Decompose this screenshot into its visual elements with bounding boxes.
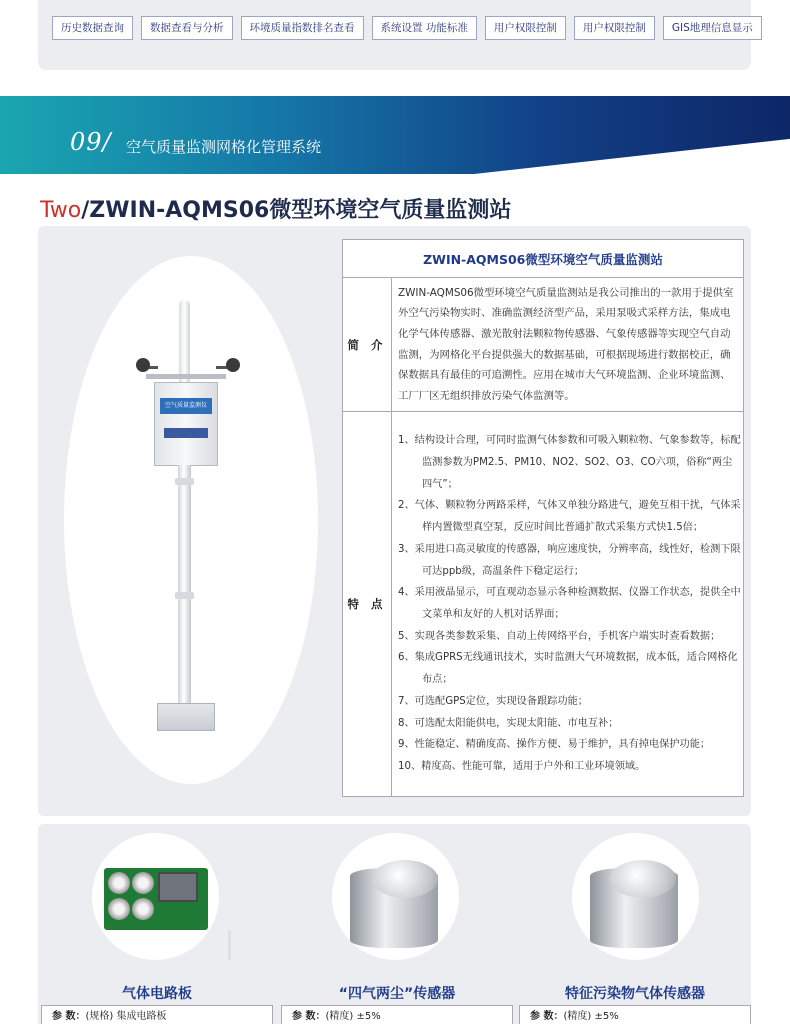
nav-user-permission-button[interactable]: 用户权限控制: [485, 16, 566, 40]
station-mast: [179, 300, 190, 382]
spec-table: [342, 239, 744, 797]
pcb-sensor-icon: [108, 872, 130, 894]
sensor-name: “四气两尘”传感器: [338, 986, 456, 1002]
heading-accent: Two: [40, 198, 82, 223]
nav-panel: [38, 0, 751, 70]
spec-features-list: [392, 412, 744, 797]
pole-joint: [175, 478, 194, 485]
nav-user-permission-button-2[interactable]: 用户权限控制: [574, 16, 655, 40]
feature-item: 1、结构设计合理，可同时监测气体参数和可吸入颗粒物、气象参数等，标配监测参数为PM2.5、PM10、NO2、SO2、O3、CO六项，俗称“两尘四气”；: [398, 435, 741, 490]
nav-row: [52, 16, 762, 40]
banner-number: 09/: [70, 128, 112, 156]
heading-title: /ZWIN-AQMS06微型环境空气质量监测站: [81, 198, 512, 223]
spec-intro-row: [343, 278, 744, 412]
sensor-param-key: 参 数：: [530, 1011, 564, 1022]
feature-item: 3、采用进口高灵敏度的传感器，响应速度快，分辨率高，线性好，检测下限可达ppb级，高温条件下稳定运行；: [398, 543, 741, 577]
sensor-param-key: 参 数：: [292, 1011, 326, 1022]
pcb-sensor-icon: [108, 898, 130, 920]
nav-data-analysis-button[interactable]: 数据查看与分析: [141, 16, 233, 40]
nav-system-settings-button[interactable]: 系统设置 功能标准: [372, 16, 477, 40]
sensor-name: 特征污染物气体传感器: [565, 986, 705, 1002]
station-box-caption: 空气质量监测仪: [164, 402, 207, 409]
sensor-can-top: [372, 860, 438, 898]
product-heading: [40, 193, 511, 224]
sensor-param: [281, 1005, 513, 1024]
station-base: [157, 703, 215, 731]
nav-history-query-button[interactable]: 历史数据查询: [52, 16, 133, 40]
feature-item: 8、可选配太阳能供电，实现太阳能、市电互补；: [398, 717, 619, 729]
section-banner: [0, 96, 790, 174]
pcb-module-icon: [158, 872, 198, 902]
spec-features-label: 特 点: [343, 412, 392, 797]
nav-quality-ranking-button[interactable]: 环境质量指数排名查看: [241, 16, 364, 40]
sensor-param-key: 参 数：: [52, 1011, 86, 1022]
station-pole: [178, 465, 191, 705]
nav-gis-button[interactable]: GIS地理信息显示: [663, 16, 762, 40]
spec-features-row: [343, 412, 744, 797]
sensor-param: [41, 1005, 273, 1024]
feature-item: 10、精度高、性能可靠，适用于户外和工业环境领域。: [398, 760, 646, 772]
pcb-sensor-icon: [132, 872, 154, 894]
station-enclosure: [154, 382, 218, 466]
sensor-param: [519, 1005, 751, 1024]
sensor-can-top: [610, 860, 676, 898]
sensor-param-value: (规格) 集成电路板: [85, 1011, 167, 1022]
feature-item: 7、可选配GPS定位，实现设备跟踪功能；: [398, 695, 588, 707]
anemometer-left-icon: [136, 358, 150, 372]
spec-title-row: [343, 240, 744, 278]
station-logo: [164, 428, 208, 438]
sensor-param-value: (精度) ±5%: [325, 1011, 381, 1022]
feature-item: 4、采用液晶显示，可直观动态显示各种检测数据、仪器工作状态，提供全中文菜单和友好的人机对话界面；: [398, 587, 741, 620]
feature-item: 9、性能稳定、精确度高、操作方便、易于维护，具有掉电保护功能；: [398, 739, 711, 751]
spec-title: ZWIN-AQMS06微型环境空气质量监测站: [343, 240, 744, 278]
feature-item: 5、实现各类参数采集、自动上传网络平台，手机客户端实时查看数据；: [398, 630, 721, 642]
station-crossbar: [146, 374, 226, 379]
pcb-sensor-icon: [132, 898, 154, 920]
pcb-cable: [228, 930, 231, 960]
sensor-name: 气体电路板: [122, 986, 192, 1002]
pole-joint: [175, 592, 194, 599]
spec-intro-text: ZWIN-AQMS06微型环境空气质量监测站是我公司推出的一款用于提供室外空气污染物实时、准确监测经济型产品，采用泵吸式采样方法，集成电化学气体传感器、激光散射法颗粒物传感器、气象传感器等实现空气自动监测，为网格化平台提供强大的数据基础，可根据现场进行数据校正，确保数据具有最佳的可追溯性。应用在城市大气环境监测、企业环境监测、工厂厂区无组织排放污染气体监测等。: [392, 278, 744, 412]
sensor-param-value: (精度) ±5%: [563, 1011, 619, 1022]
spec-intro-label: 简 介: [343, 278, 392, 412]
feature-item: 6、集成GPRS无线通讯技术，实时监测大气环境数据，成本低，适合网格化布点；: [398, 652, 738, 686]
anemometer-right-icon: [226, 358, 240, 372]
feature-item: 2、气体、颗粒物分两路采样，气体又单独分路进气，避免互相干扰，气体采样内置微型真空泵，反应时间比普通扩散式采集方式快1.5倍；: [398, 500, 741, 534]
banner-title: 空气质量监测网格化管理系统: [126, 138, 322, 156]
